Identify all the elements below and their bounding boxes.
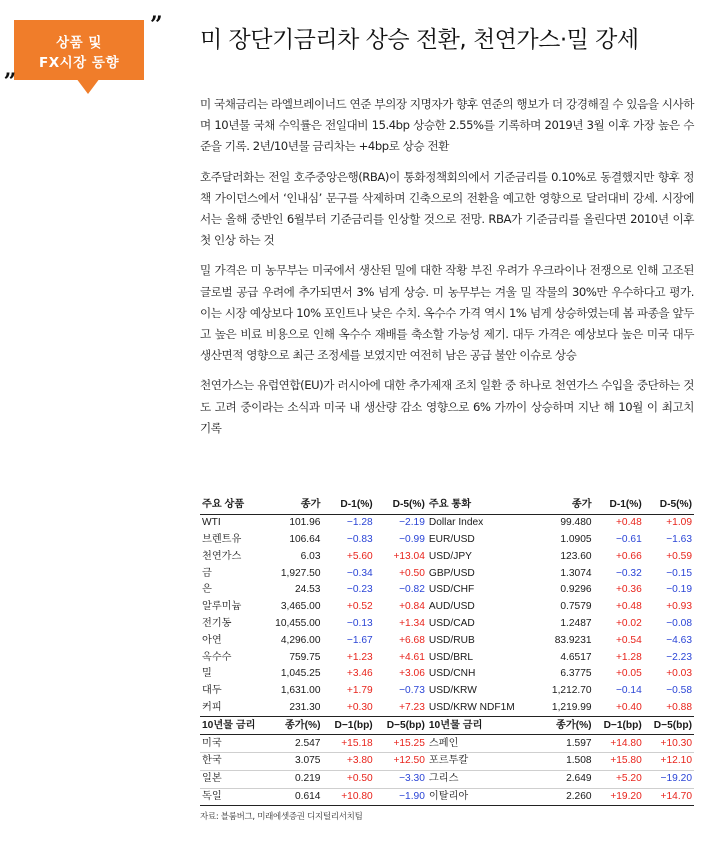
table-cell: −1.63 (666, 533, 692, 545)
table-cell: +7.23 (399, 701, 425, 713)
section-badge (14, 20, 144, 80)
table-cell: +1.28 (615, 651, 642, 663)
table-cell: 스페인 (427, 735, 535, 753)
table-cell: +0.93 (666, 601, 692, 613)
table-cell: −0.19 (666, 584, 692, 596)
table-cell: 24.53 (294, 584, 321, 596)
table-row (200, 649, 694, 666)
table-cell: 3,465.00 (280, 601, 321, 613)
article-body (200, 94, 694, 448)
table-row (200, 616, 694, 633)
header-row-bonds (200, 717, 694, 735)
table-cell: USD/BRL (428, 651, 474, 663)
table-cell: 1.3074 (560, 567, 592, 579)
table-cell: +10.80 (322, 788, 374, 806)
table-cell: 4,296.00 (280, 634, 321, 646)
table-cell: USD/KRW NDF1M (428, 701, 515, 713)
table-cell: −0.99 (399, 533, 425, 545)
table-cell: 106.64 (289, 533, 321, 545)
table-row (200, 752, 694, 770)
table-cell: −0.58 (666, 685, 692, 697)
page-title: 미 장단기금리차 상승 전환, 천연가스·밀 강세 (200, 27, 639, 53)
column-header: D-1(%) (322, 497, 374, 514)
header-row-markets (200, 497, 694, 514)
table-cell: −0.23 (346, 584, 373, 596)
table-cell: AUD/USD (428, 601, 475, 613)
table-cell: −1.90 (375, 788, 427, 806)
table-row (200, 632, 694, 649)
badge-line-2: FX시장 동향 (39, 55, 119, 71)
table-cell: 전기동 (202, 617, 232, 629)
table-cell: EUR/USD (428, 533, 475, 545)
table-cell: +0.88 (666, 701, 692, 713)
table-cell: +15.25 (375, 735, 427, 753)
table-row (200, 788, 694, 806)
table-cell: 미국 (200, 735, 262, 753)
table-cell: −0.34 (346, 567, 373, 579)
table-cell: 759.75 (289, 651, 321, 663)
table-cell: +0.59 (666, 550, 692, 562)
open-quote-mark: „ (4, 56, 17, 82)
table-cell: 브렌트유 (202, 533, 242, 545)
table-row (200, 770, 694, 788)
table-cell: +12.50 (375, 752, 427, 770)
table-cell: +0.50 (322, 770, 374, 788)
table-cell: −3.30 (375, 770, 427, 788)
table-cell: 2.547 (262, 735, 322, 753)
table-cell: −0.61 (615, 533, 642, 545)
table-cell: +0.30 (346, 701, 373, 713)
table-cell: 6.03 (300, 550, 321, 562)
table-cell: +1.23 (346, 651, 373, 663)
column-header: D−5(bp) (644, 717, 694, 735)
table-cell: +14.80 (594, 735, 644, 753)
table-cell: −0.32 (615, 567, 642, 579)
table-cell: −2.19 (399, 517, 425, 529)
column-header: 종가 (535, 497, 593, 514)
table-cell: 123.60 (560, 550, 592, 562)
table-row (200, 599, 694, 616)
column-header: 종가 (262, 497, 322, 514)
column-header: 10년물 금리 (427, 717, 535, 735)
table-cell: +0.05 (615, 668, 642, 680)
table-cell: 2.260 (535, 788, 593, 806)
table-cell: −1.28 (346, 517, 373, 529)
table-cell: 천연가스 (202, 550, 242, 562)
table-cell: GBP/USD (428, 567, 475, 579)
table-cell: 독일 (200, 788, 262, 806)
table-cell: 1,219.99 (551, 701, 592, 713)
table-cell: +0.36 (615, 584, 642, 596)
table-cell: 1.2487 (560, 617, 592, 629)
table-cell: +0.03 (666, 668, 692, 680)
table-cell: 99.480 (560, 517, 592, 529)
paragraph-wheat: 밀 가격은 미 농무부는 미국에서 생산된 밀에 대한 작황 부진 우려가 우크라이나 전쟁으로 인해 고조된 글로벌 공급 우려에 추가되면서 3% 넘게 상승. 미 농무부는 겨울 밀 작물의 30%만 우수하다고 평가. 이는 시장 예상보다 10% 포인트나 낮은 수치. 옥수수 가격 역시 1% 넘게 상승하였는데 봄 파종을 앞두고 높은 비료 비용으로 인해 옥수수 재배를 축소할 가능성 제기. 대두 가격은 예상보다 높은 미국 대두 생산면적 영향으로 최근 조정세를 보였지만 여전히 남은 공급 불안 이슈로 상승 (200, 263, 694, 363)
table-cell: USD/CHF (428, 584, 475, 596)
table-cell: USD/CNH (428, 668, 476, 680)
table-cell: 1,212.70 (551, 685, 592, 697)
table-cell: 0.614 (262, 788, 322, 806)
table-cell: +0.48 (615, 517, 642, 529)
table-cell: 2.649 (535, 770, 593, 788)
table-row (200, 514, 694, 531)
table-cell: −2.23 (666, 651, 692, 663)
table-cell: 1,927.50 (280, 567, 321, 579)
table-cell: +0.40 (615, 701, 642, 713)
table-cell: 3.075 (262, 752, 322, 770)
table-cell: 231.30 (289, 701, 321, 713)
table-row (200, 666, 694, 683)
table-cell: USD/CAD (428, 617, 475, 629)
table-row (200, 700, 694, 717)
table-row (200, 548, 694, 565)
table-cell: +0.48 (615, 601, 642, 613)
table-cell: WTI (202, 517, 221, 529)
table-cell: +14.70 (644, 788, 694, 806)
table-cell: 0.9296 (560, 584, 592, 596)
column-header: D-5(%) (644, 497, 694, 514)
table-cell: 밀 (202, 668, 212, 680)
source-note: 자료: 블룸버그, 미래에셋증권 디지털리서치팀 (200, 812, 363, 822)
table-cell: 1,631.00 (280, 685, 321, 697)
column-header: D−1(bp) (322, 717, 374, 735)
table-cell: −4.63 (666, 634, 692, 646)
table-row (200, 683, 694, 700)
table-cell: +15.80 (594, 752, 644, 770)
table-cell: −0.73 (399, 685, 425, 697)
table-cell: −1.67 (346, 634, 373, 646)
column-header: 종가(%) (262, 717, 322, 735)
paragraph-bonds: 미 국채금리는 라엘브레이너드 연준 부의장 지명자가 향후 연준의 행보가 더 강경해질 수 있음을 시사하며 10년물 국채 수익률은 전일대비 15.4bp 상승한 2.55%를 기록하며 2019년 3월 이후 가장 높은 수준을 기록. 2년/10년물 금리차는 +4bp로 상승 전환 (200, 97, 694, 154)
table-cell: 이탈리아 (427, 788, 535, 806)
table-cell: +12.10 (644, 752, 694, 770)
table-cell: 그리스 (427, 770, 535, 788)
table-cell: 옥수수 (202, 651, 232, 663)
table-row (200, 565, 694, 582)
table-cell: 0.7579 (560, 601, 592, 613)
table-cell: +13.04 (393, 550, 425, 562)
table-cell: 1.508 (535, 752, 593, 770)
table-cell: USD/JPY (428, 550, 472, 562)
table-cell: +3.46 (346, 668, 373, 680)
table-cell: 금 (202, 567, 212, 579)
table-cell: −0.83 (346, 533, 373, 545)
table-cell: 일본 (200, 770, 262, 788)
table-cell: 10,455.00 (275, 617, 321, 629)
column-header: D-1(%) (594, 497, 644, 514)
table-cell: 4.6517 (560, 651, 592, 663)
table-cell: −0.13 (346, 617, 373, 629)
column-header: D−5(bp) (375, 717, 427, 735)
table-cell: 1.0905 (560, 533, 592, 545)
table-cell: 알루미늄 (202, 601, 242, 613)
table-cell: 101.96 (289, 517, 321, 529)
table-cell: +0.50 (399, 567, 425, 579)
table-cell: +0.66 (615, 550, 642, 562)
table-cell: +1.34 (399, 617, 425, 629)
table-cell: +0.52 (346, 601, 373, 613)
paragraph-aud: 호주달러화는 전일 호주중앙은행(RBA)이 통화정책회의에서 기준금리를 0.10%로 동결했지만 향후 정책 가이던스에서 ‘인내심’ 문구를 삭제하며 긴축으로의 전환을 예고한 영향으로 달러대비 강세. 시장에서는 올해 중반인 6월부터 기준금리를 인상할 것으로 전망. RBA가 기준금리를 올린다면 2010년 이후 첫 인상 하는 것 (200, 169, 694, 248)
table-cell: −19.20 (644, 770, 694, 788)
table-cell: Dollar Index (428, 517, 484, 529)
table-cell: +4.61 (399, 651, 425, 663)
column-header: 주요 통화 (427, 497, 535, 514)
table-cell: +15.18 (322, 735, 374, 753)
table-row (200, 532, 694, 549)
table-cell: +3.80 (322, 752, 374, 770)
table-cell: 한국 (200, 752, 262, 770)
column-header: D-5(%) (375, 497, 427, 514)
market-table (200, 497, 694, 806)
table-row (200, 582, 694, 599)
table-cell: −0.82 (399, 584, 425, 596)
table-cell: +0.54 (615, 634, 642, 646)
table-cell: −0.08 (666, 617, 692, 629)
table-row (200, 735, 694, 753)
table-cell: +0.84 (399, 601, 425, 613)
table-cell: +1.09 (666, 517, 692, 529)
table-cell: 1,045.25 (280, 668, 321, 680)
table-cell: +0.02 (615, 617, 642, 629)
table-cell: 포르투칼 (427, 752, 535, 770)
paragraph-natural-gas: 천연가스는 유럽연합(EU)가 러시아에 대한 추가제재 조치 일환 중 하나로 천연가스 수입을 중단하는 것도 고려 중이라는 소식과 미국 내 생산량 감소 영향으로 6% 가까이 상승하며 지난 해 10월 이 최고치 기록 (200, 378, 694, 435)
table-cell: +19.20 (594, 788, 644, 806)
column-header: 10년물 금리 (200, 717, 262, 735)
table-cell: 커피 (202, 701, 222, 713)
table-cell: +10.30 (644, 735, 694, 753)
column-header: 종가(%) (535, 717, 593, 735)
table-cell: +5.60 (346, 550, 373, 562)
table-cell: +5.20 (594, 770, 644, 788)
table-cell: −0.14 (615, 685, 642, 697)
table-cell: 6.3775 (560, 668, 592, 680)
table-cell: −0.15 (666, 567, 692, 579)
close-quote-mark: ” (150, 12, 163, 38)
table-cell: 아연 (202, 634, 222, 646)
table-cell: 83.9231 (554, 634, 592, 646)
table-cell: 0.219 (262, 770, 322, 788)
table-cell: USD/KRW (428, 685, 477, 697)
table-cell: USD/RUB (428, 634, 475, 646)
badge-line-1: 상품 및 (56, 35, 102, 51)
table-cell: +6.68 (399, 634, 425, 646)
table-cell: 1.597 (535, 735, 593, 753)
column-header: 주요 상품 (200, 497, 262, 514)
table-cell: 은 (202, 584, 212, 596)
table-cell: 대두 (202, 685, 222, 697)
column-header: D−1(bp) (594, 717, 644, 735)
table-cell: +3.06 (399, 668, 425, 680)
badge-pointer (76, 78, 100, 94)
table-cell: +1.79 (346, 685, 373, 697)
